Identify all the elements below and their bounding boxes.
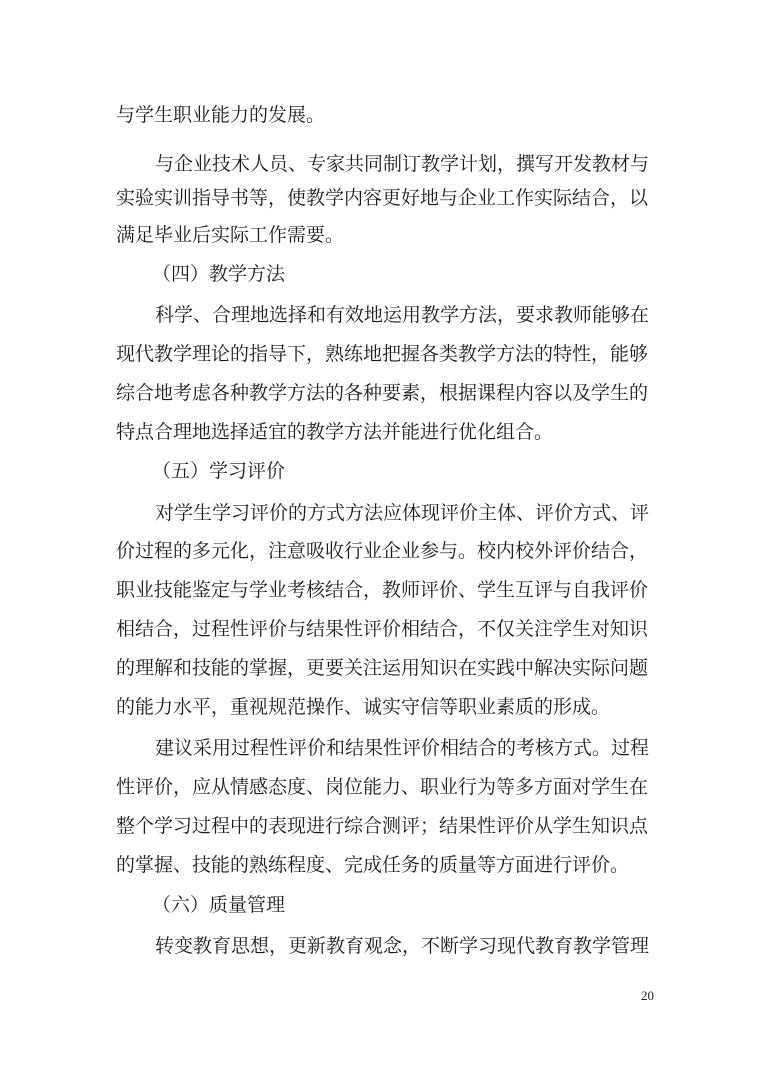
paragraph-line: 性评价，应从情感态度、岗位能力、职业行为等多方面对学生在 <box>116 776 649 798</box>
paragraph-first-line: 转变教育思想，更新教育观念，不断学习现代教育教学管理 <box>155 935 650 957</box>
page-number: 20 <box>641 988 654 1003</box>
paragraph-line: 与学生职业能力的发展。 <box>116 104 326 126</box>
paragraph-line: 整个学习过程中的表现进行综合测评；结果性评价从学生知识点 <box>116 815 649 837</box>
paragraph-line: 实验实训指导书等，使教学内容更好地与企业工作实际结合，以 <box>116 187 649 209</box>
section-heading: （五）学习评价 <box>152 460 286 482</box>
paragraph-first-line: 科学、合理地选择和有效地运用教学方法，要求教师能够在 <box>155 304 650 326</box>
paragraph-line: 综合地考虑各种教学方法的各种要素，根据课程内容以及学生的 <box>116 382 649 404</box>
paragraph-line: 特点合理地选择适宜的教学方法并能进行优化组合。 <box>116 421 554 443</box>
section-heading: （六）质量管理 <box>152 894 286 916</box>
paragraph-line: 职业技能鉴定与学业考核结合，教师评价、学生互评与自我评价 <box>116 579 649 601</box>
paragraph-line: 现代教学理论的指导下，熟练地把握各类教学方法的特性，能够 <box>116 343 649 365</box>
paragraph-line: 相结合，过程性评价与结果性评价相结合，不仅关注学生对知识 <box>116 618 649 640</box>
paragraph-line: 满足毕业后实际工作需要。 <box>116 224 345 246</box>
paragraph-line: 的掌握、技能的熟练程度、完成任务的质量等方面进行评价。 <box>116 854 630 876</box>
paragraph-first-line: 建议采用过程性评价和结果性评价相结合的考核方式。过程 <box>155 737 650 759</box>
paragraph-first-line: 对学生学习评价的方式方法应体现评价主体、评价方式、评 <box>155 502 650 524</box>
paragraph-line: 的能力水平，重视规范操作、诚实守信等职业素质的形成。 <box>116 696 611 718</box>
paragraph-line: 价过程的多元化，注意吸收行业企业参与。校内校外评价结合， <box>116 540 649 562</box>
paragraph-first-line: 与企业技术人员、专家共同制订教学计划，撰写开发教材与 <box>155 153 650 175</box>
paragraph-line: 的理解和技能的掌握，更要关注运用知识在实践中解决实际问题 <box>116 657 649 679</box>
section-heading: （四）教学方法 <box>152 263 286 285</box>
